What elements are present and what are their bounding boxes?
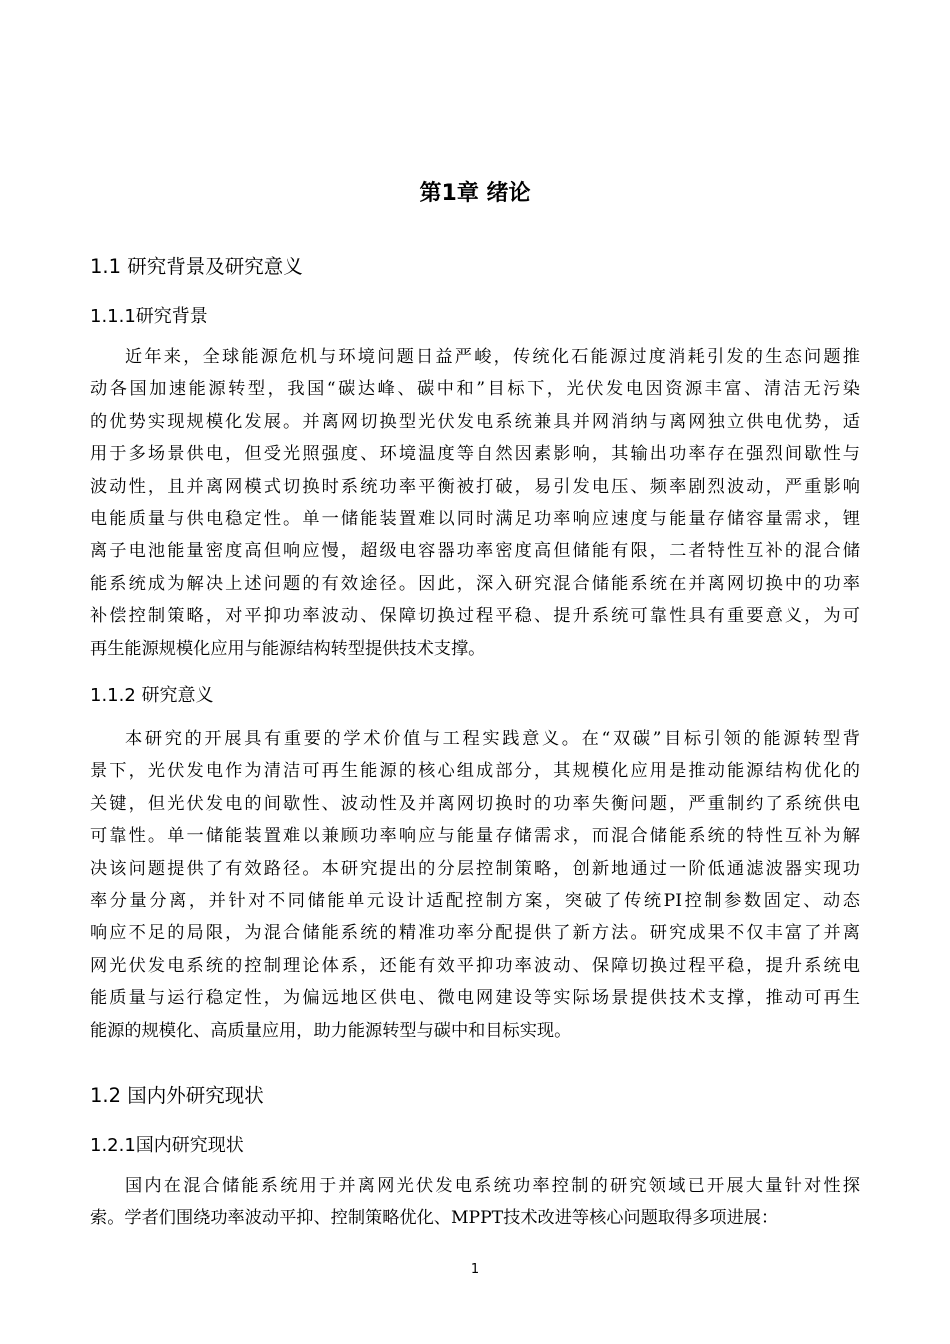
paragraph-line: 动各国加速能源转型，我国“碳达峰、碳中和”目标下，光伏发电因资源丰富、清洁无污染 [90,379,860,400]
paragraph-line: 波动性，且并离网模式切换时系统功率平衡被打破，易引发电压、频率剧烈波动，严重影响 [90,476,860,497]
paragraph-research-significance [90,723,860,1047]
paragraph-line: 能系统成为解决上述问题的有效途径。因此，深入研究混合储能系统在并离网切换中的功率 [90,573,860,594]
paragraph-line: 能源的规模化、高质量应用，助力能源转型与碳中和目标实现。 [90,1020,572,1041]
paragraph-line: 的优势实现规模化发展。并离网切换型光伏发电系统兼具并网消纳与离网独立供电优势，适 [90,411,860,432]
paragraph-line: 近年来，全球能源危机与环境问题日益严峻，传统化石能源过度消耗引发的生态问题推 [125,347,860,367]
subsection-heading-1-2-1: 1.2.1国内研究现状 [90,1135,244,1156]
paragraph-line: 率分量分离，并针对不同储能单元设计适配控制方案，突破了传统PI控制参数固定、动态 [90,890,860,911]
paragraph-domestic-research [90,1170,860,1235]
paragraph-line: 电能质量与供电稳定性。单一储能装置难以同时满足功率响应速度与能量存储容量需求，锂 [90,508,860,529]
paragraph-line: 补偿控制策略，对平抑功率波动、保障切换过程平稳、提升系统可靠性具有重要意义，为可 [90,606,860,627]
paragraph-line: 网光伏发电系统的控制理论体系，还能有效平抑功率波动、保障切换过程平稳，提升系统电 [90,955,860,976]
paragraph-line: 国内在混合储能系统用于并离网光伏发电系统功率控制的研究领域已开展大量针对性探 [125,1176,860,1196]
subsection-heading-1-1-1: 1.1.1研究背景 [90,306,208,327]
subsection-heading-1-1-2: 1.1.2 研究意义 [90,685,214,706]
paragraph-line: 索。学者们围绕功率波动平抑、控制策略优化、MPPT技术改进等核心问题取得多项进展： [90,1208,779,1229]
paragraph-line: 离子电池能量密度高但响应慢，超级电容器功率密度高但储能有限，二者特性互补的混合储 [90,541,860,562]
paragraph-line: 可靠性。单一储能装置难以兼顾功率响应与能量存储需求，而混合储能系统的特性互补为解 [90,826,860,847]
page-number: 1 [470,1262,480,1277]
paragraph-research-background [90,341,860,665]
paragraph-line: 能质量与运行稳定性，为偏远地区供电、微电网建设等实际场景提供技术支撑，推动可再生 [90,988,860,1009]
section-heading-1-1: 1.1 研究背景及研究意义 [90,255,303,278]
paragraph-line: 用于多场景供电，但受光照强度、环境温度等自然因素影响，其输出功率存在强烈间歇性与 [90,444,860,465]
paragraph-line: 再生能源规模化应用与能源结构转型提供技术支撑。 [90,638,486,659]
paragraph-line: 响应不足的局限，为混合储能系统的精准功率分配提供了新方法。研究成果不仅丰富了并离 [90,923,860,944]
paragraph-line: 关键，但光伏发电的间歇性、波动性及并离网切换时的功率失衡问题，严重制约了系统供电 [90,793,860,814]
chapter-title: 第1章 绪论 [419,181,531,206]
paragraph-line: 本研究的开展具有重要的学术价值与工程实践意义。在“双碳”目标引领的能源转型背 [125,729,860,749]
section-heading-1-2: 1.2 国内外研究现状 [90,1084,264,1107]
paragraph-line: 决该问题提供了有效路径。本研究提出的分层控制策略，创新地通过一阶低通滤波器实现功 [90,858,860,879]
paragraph-line: 景下，光伏发电作为清洁可再生能源的核心组成部分，其规模化应用是推动能源结构优化的 [90,761,860,782]
